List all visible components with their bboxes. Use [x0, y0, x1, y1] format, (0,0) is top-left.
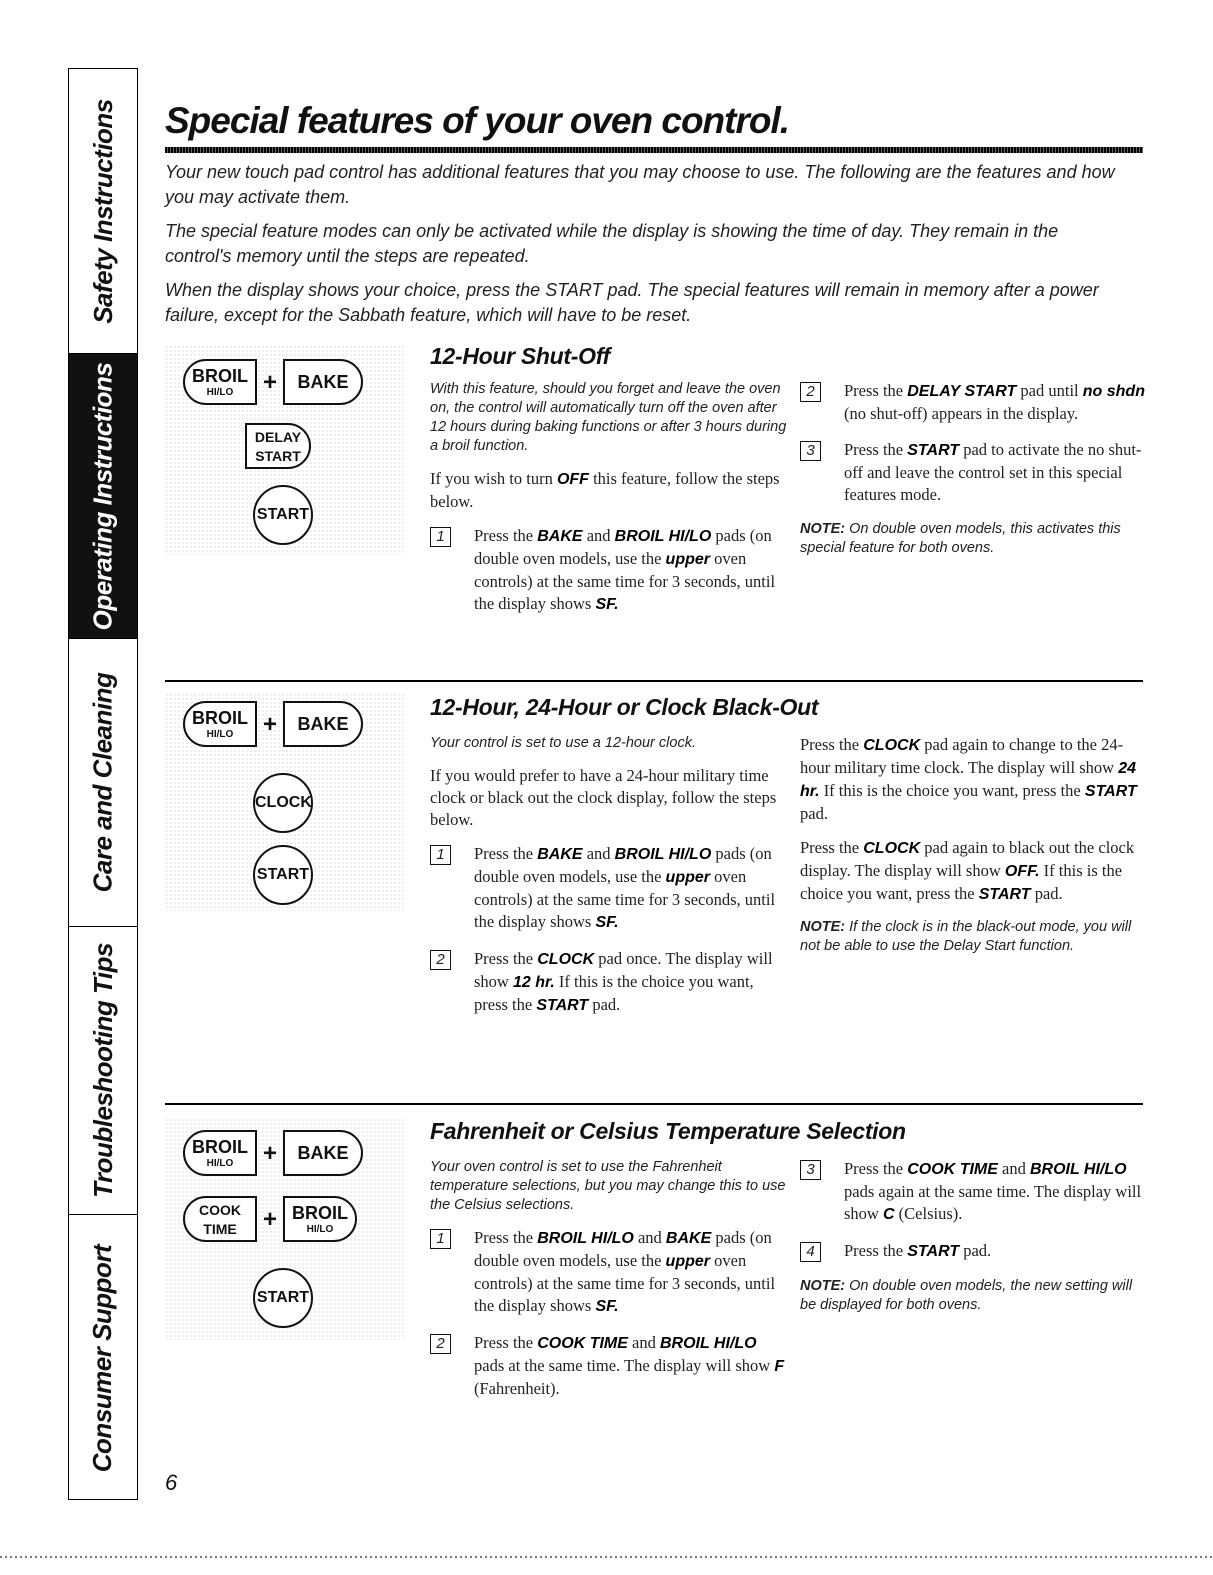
- intro-paragraph-1: Your new touch pad control has additional features that you may choose to use. The following are the features and how you may activate them.: [165, 162, 1115, 207]
- step-number: 2: [430, 950, 451, 970]
- section-rule: [165, 1103, 1143, 1105]
- section-heading-clock: 12-Hour, 24-Hour or Clock Black-Out: [430, 694, 819, 720]
- start-pad: START: [253, 1268, 313, 1328]
- title-rule: [165, 147, 1143, 153]
- plus-sign: +: [263, 369, 278, 396]
- shutoff-intro: With this feature, should you forget and leave the oven on, the control will automatically turn off the oven after 12 hours during baking functions or after 3 hours during a broil function.: [430, 381, 787, 454]
- pad-label: BROIL: [292, 1203, 348, 1223]
- bake-pad: BAKE: [283, 701, 363, 747]
- intro-paragraph-3: When the display shows your choice, press the START pad. The special features will remain in memory after a power failure, except for the Sabbath feature, which will have to be reset.: [165, 280, 1099, 325]
- shutoff-step-1: 1 Press the BAKE and BROIL HI/LO pads (on double oven models, use the upper oven controls) at the same time for 3 seconds, until the display shows SF.: [430, 525, 790, 616]
- temperature-note: NOTE: On double oven models, the new setting will be displayed for both ovens.: [800, 1278, 1133, 1313]
- temperature-step-2: 2 Press the COOK TIME and BROIL HI/LO pads at the same time. The display will show F (Fahrenheit).: [430, 1332, 790, 1400]
- step-number: 1: [430, 1229, 451, 1249]
- step-number: 1: [430, 845, 451, 865]
- step-number: 4: [800, 1242, 821, 1262]
- step-number: 3: [800, 1160, 821, 1180]
- broil-pad: [183, 359, 257, 405]
- clock-paragraph: If you would prefer to have a 24-hour military time clock or black out the clock display, follow the steps below.: [430, 766, 777, 829]
- clock-step-1: 1 Press the BAKE and BROIL HI/LO pads (on double oven models, use the upper oven controls) at the same time for 3 seconds, until the display shows SF.: [430, 843, 790, 934]
- section-rule: [165, 680, 1143, 682]
- plus-sign: +: [263, 1140, 278, 1167]
- clock-column-left: [430, 734, 790, 1031]
- cook-time-pad: [183, 1196, 257, 1242]
- delay-start-pad: [245, 423, 311, 469]
- step-number: 3: [800, 441, 821, 461]
- shutoff-step-3: 3 Press the START pad to activate the no shut-off and leave the control set in this special features mode.: [800, 439, 1145, 506]
- step-number: 2: [430, 1334, 451, 1354]
- tab-label: Operating Instructions: [87, 362, 118, 630]
- clock-blackout-paragraph: Press the CLOCK pad again to black out the clock display. The display will show OFF. If this is the choice you want, press the START pad.: [800, 838, 1135, 903]
- step-number: 1: [430, 527, 451, 547]
- page-number: 6: [165, 1470, 178, 1495]
- clock-pad: CLOCK: [253, 773, 313, 833]
- tab-troubleshooting-tips[interactable]: [69, 927, 137, 1215]
- broil-pad: [183, 701, 257, 747]
- shutoff-note: NOTE: On double oven models, this activates this special feature for both ovens.: [800, 521, 1121, 556]
- section-heading-shutoff: 12-Hour Shut-Off: [430, 343, 611, 369]
- plus-sign: +: [263, 711, 278, 738]
- section-heading-temperature: Fahrenheit or Celsius Temperature Selection: [430, 1118, 906, 1144]
- pad-label: START: [255, 448, 301, 464]
- temperature-column-right: [800, 1158, 1145, 1315]
- intro-paragraph-2: The special feature modes can only be activated while the display is showing the time of day. They remain in the control's memory until the steps are repeated.: [165, 221, 1059, 266]
- tab-label: Consumer Support: [87, 1244, 118, 1472]
- clock-column-right: [800, 734, 1145, 956]
- side-tabs: [68, 68, 138, 1500]
- broil-pad: [183, 1130, 257, 1176]
- bake-pad: BAKE: [283, 1130, 363, 1176]
- bottom-edge: [0, 1556, 1213, 1558]
- step-number: 2: [800, 382, 821, 402]
- pad-illustration-clock: [165, 693, 405, 911]
- shutoff-column-left: With this feature, should you forget and leave the oven on, the control will automatically turn off the oven after 12 hours during baking functions or after 3 hours during a broil function. If you wish to turn OFF this feature, follow the steps below. 1 Press the BAKE and BROIL HI/LO pads (on double oven models, use the upper oven controls) at the same time for 3 seconds, until the display shows SF.: [430, 380, 790, 630]
- broil-pad: [283, 1196, 357, 1242]
- temperature-column-left: [430, 1158, 790, 1414]
- tab-safety-instructions[interactable]: [69, 69, 137, 354]
- pad-label: COOK: [199, 1202, 241, 1218]
- pad-label: BROIL: [192, 1137, 248, 1157]
- shutoff-step-2: 2 Press the DELAY START pad until no shdn (no shut-off) appears in the display.: [800, 380, 1145, 425]
- clock-intro: Your control is set to use a 12-hour clock.: [430, 735, 696, 751]
- plus-sign: +: [263, 1206, 278, 1233]
- bake-pad: BAKE: [283, 359, 363, 405]
- pad-label: TIME: [203, 1221, 237, 1237]
- temperature-intro: Your oven control is set to use the Fahrenheit temperature selections, but you may change this to use the Celsius selections.: [430, 1159, 786, 1213]
- temperature-step-4: 4 Press the START pad.: [800, 1240, 1145, 1263]
- tab-care-and-cleaning[interactable]: [69, 639, 137, 927]
- pad-sublabel: HI/LO: [306, 1224, 334, 1235]
- tab-label: Safety Instructions: [87, 98, 118, 324]
- tab-consumer-support[interactable]: [69, 1215, 137, 1501]
- clock-step-2: 2 Press the CLOCK pad once. The display will show 12 hr. If this is the choice you want, press the START pad.: [430, 948, 790, 1017]
- tab-operating-instructions[interactable]: [69, 354, 137, 639]
- pad-sublabel: HI/LO: [206, 729, 234, 740]
- clock-24hr-paragraph: Press the CLOCK pad again to change to the 24-hour military time clock. The display will show 24 hr. If this is the choice you want, press the START pad.: [800, 735, 1137, 823]
- pad-sublabel: HI/LO: [206, 387, 234, 398]
- temperature-step-3: 3 Press the COOK TIME and BROIL HI/LO pads again at the same time. The display will show C (Celsius).: [800, 1158, 1145, 1226]
- pad-illustration-shutoff: [165, 345, 405, 555]
- pad-illustration-temperature: [165, 1118, 405, 1340]
- clock-note: NOTE: If the clock is in the black-out mode, you will not be able to use the Delay Start function.: [800, 919, 1132, 954]
- pad-label: DELAY: [254, 429, 302, 445]
- temperature-step-1: 1 Press the BROIL HI/LO and BAKE pads (on double oven models, use the upper oven controls) at the same time for 3 seconds, until the display shows SF.: [430, 1227, 790, 1318]
- tab-label: Care and Cleaning: [87, 672, 118, 893]
- start-pad: START: [253, 485, 313, 545]
- start-pad: START: [253, 845, 313, 905]
- tab-label: Troubleshooting Tips: [87, 943, 118, 1198]
- pad-label: BROIL: [192, 708, 248, 728]
- shutoff-column-right: [800, 380, 1145, 558]
- page-title: Special features of your oven control.: [165, 100, 790, 141]
- pad-sublabel: HI/LO: [206, 1158, 234, 1169]
- pad-label: BROIL: [192, 366, 248, 386]
